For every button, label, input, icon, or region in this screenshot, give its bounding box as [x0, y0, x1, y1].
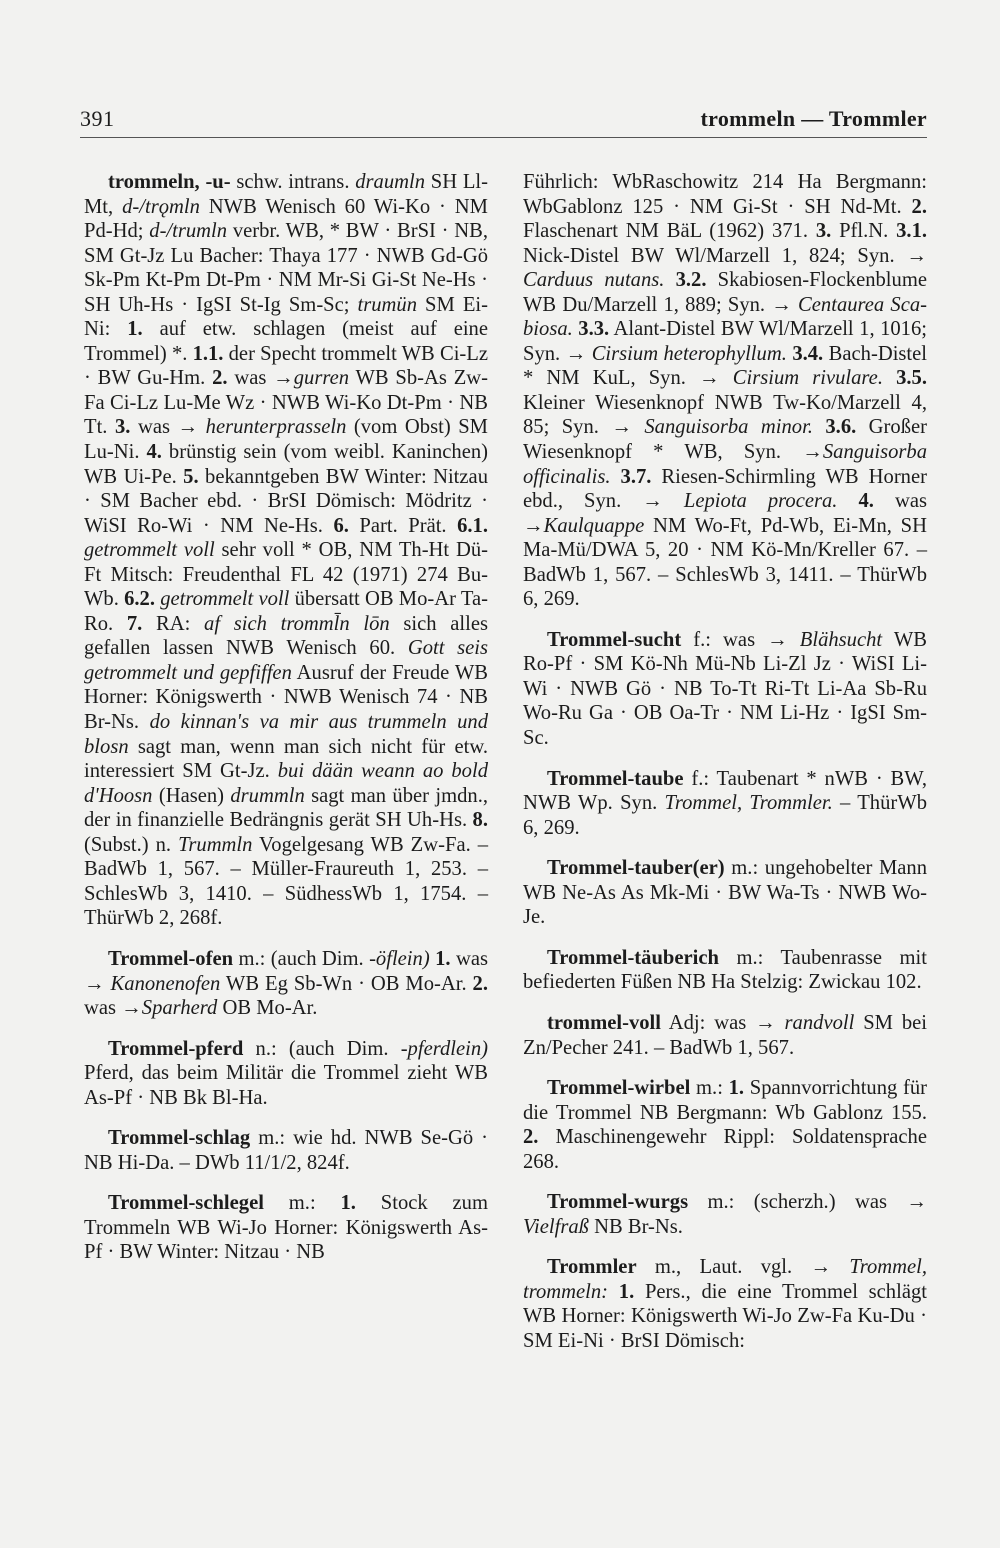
entry-text: OB Mo-Ar. [217, 997, 318, 1020]
dictionary-entry-trommel-tauber [523, 856, 927, 930]
dictionary-entry-trommel-schlegel-cont [523, 170, 927, 612]
italic-text: Trommel, Trommler. [664, 792, 833, 815]
entry-text: was → [84, 947, 488, 995]
dictionary-entry-trommel-wirbel [523, 1076, 927, 1174]
entry-text: Skabiosen-Flockenblume WB Du/Marzell 1, 889; Syn. → [523, 269, 927, 316]
entry-text: schw. intrans. [230, 171, 356, 193]
sense-number: 1. [618, 1280, 635, 1303]
dictionary-entry-trommel-pferd [84, 1037, 488, 1111]
entry-headword: Trommel-ofen [108, 947, 234, 970]
italic-text: Lepiota procera. [683, 490, 838, 513]
entry-text: WB Sb-As Zw-Fa Ci-Lz Lu-Me Wz · NWB Wi-Ko Dt-Pm · NB Tt. [84, 367, 489, 439]
dictionary-entry-trommel-schlag [84, 1126, 488, 1175]
italic-text: Sparherd [141, 997, 218, 1020]
entry-text: f.: was → [681, 628, 800, 651]
italic-text: Centaurea Scabiosa. [523, 293, 927, 341]
italic-text: herunterprasseln [205, 416, 347, 439]
entry-text: Ausruf der Freude WB Horner: Königswerth · NWB Wenisch 74 · NB Br-Ns. [84, 661, 488, 734]
italic-text: Gott seis getrommelt und gepfiffen [84, 637, 489, 684]
entry-text: Maschinengewehr Rippl: Soldatensprache 268. [523, 1126, 927, 1173]
entry-text: SH Ll-Mt, [84, 171, 489, 218]
entry-text: Pers., die eine Trommel schlägt WB Horner: Königswerth Wi-Jo Zw-Fa Ku-Du · SM Ei-Ni · BrSI Dömisch: [523, 1280, 927, 1352]
entry-text: SM Ei-Ni: [84, 293, 488, 341]
entry-headword: trommeln, -u- [108, 171, 231, 193]
sense-number: 2. [212, 367, 228, 390]
italic-text: draumln [355, 171, 426, 193]
sense-number: 2. [523, 1126, 539, 1149]
italic-text: Kaulquappe [543, 514, 645, 537]
entry-headword: Trommel-wirbel [547, 1077, 691, 1100]
entry-text [883, 367, 896, 389]
entry-headword: Trommel-taube [547, 767, 684, 790]
entry-text: bekanntgeben BW Winter: Nitzau · SM Bacher ebd. · BrSI Dömisch: Mödritz · WiSI Ro-Wi · NM Ne-Hs. [84, 465, 488, 537]
entry-text: m.: (scherzh.) was → [688, 1191, 927, 1214]
entry-text: übersatt OB Mo-Ar Ta-Ro. [84, 588, 488, 635]
sense-number: 2. [472, 972, 488, 995]
entry-text: m.: [263, 1192, 341, 1215]
entry-headword: Trommel-schlag [108, 1127, 251, 1150]
italic-text: Kanonenofen [110, 972, 221, 995]
sense-number: 4. [858, 490, 874, 513]
entry-text: was → [84, 997, 142, 1020]
italic-text: trumün [357, 293, 418, 316]
dictionary-entry-trommel-voll [523, 1011, 927, 1060]
sense-number: 3.6. [825, 416, 857, 439]
entry-text: Flaschenart NM BäL (1962) 371. [523, 220, 816, 243]
sense-number: 3.4. [792, 342, 824, 365]
entry-text: sich alles gefallen lassen NWB Wenisch 60. [84, 612, 488, 660]
page-number: 391 [80, 106, 115, 131]
sense-number: 7. [126, 612, 143, 635]
entry-text: was → [130, 416, 206, 439]
entry-text: brünstig sein (vom weibl. Kaninchen) WB Ui-Pe. [84, 441, 488, 488]
italic-text: d-/trǫmln [122, 195, 200, 218]
entry-headword: trommel-voll [547, 1011, 661, 1034]
dictionary-entry-trommel-sucht [523, 628, 927, 751]
entry-text: Nick-Distel BW Wl/Marzell 1, 824; Syn. → [523, 244, 927, 267]
sense-number: 3. [114, 416, 131, 439]
entry-text: n.: (auch Dim. [243, 1037, 401, 1060]
entry-text: m.: (auch Dim. [233, 947, 370, 970]
entry-text [837, 490, 858, 512]
dictionary-entry-trommel-schlegel [84, 1191, 488, 1265]
sense-number: 1. [127, 318, 143, 341]
dictionary-entry-trommel-taeuberich [523, 946, 927, 995]
entry-headword: Trommel-tauber(er) [547, 857, 725, 880]
sense-number: 3.7. [620, 465, 652, 488]
entry-text: Kleiner Wiesenknopf NWB Tw-Ko/Marzell 4, 85; Syn. → [523, 391, 927, 439]
page-header [80, 106, 927, 140]
dictionary-entry-trommel-taube [523, 767, 927, 841]
entry-text: was → [227, 367, 294, 390]
entry-text: WB Eg Sb-Wn · OB Mo-Ar. [220, 972, 473, 995]
italic-text: -pferdlein) [400, 1037, 488, 1060]
italic-text: Carduus nutans. [523, 269, 665, 292]
entry-text: sagt man, wenn man sich nicht für etw. interessiert SM Gt-Jz. [84, 735, 488, 783]
entry-text: Bach-Distel * NM KuL, Syn. → [523, 342, 928, 390]
sense-number: 5. [183, 465, 199, 488]
entry-headword: Trommel-täuberich [547, 946, 719, 969]
italic-text: getrommelt voll [160, 588, 290, 611]
entry-text [813, 416, 825, 438]
entry-text: Führlich: WbRaschowitz 214 Ha Bergmann: WbGablonz 125 · NM Gi-St · SH Nd-Mt. [523, 171, 927, 218]
dictionary-entry-trommler [523, 1255, 927, 1353]
italic-text: randvoll [784, 1011, 855, 1034]
sense-number: 3.3. [578, 318, 610, 341]
sense-number: 6. [333, 514, 349, 537]
entry-text: NWB Wenisch 60 Wi-Ko · NM Pd-Hd; [84, 195, 488, 243]
entry-text: Stock zum Trommeln WB Wi-Jo Horner: Königswerth As-Pf · BW Winter: Nitzau · NB [84, 1192, 488, 1264]
entry-text: NB Br-Ns. [588, 1215, 683, 1238]
entry-text: NM Wo-Ft, Pd-Wb, Ei-Mn, SH Ma-Mü/DWA 5, 20 · NM Kö-Mn/Kreller 67. – BadWb 1, 567. – SchlesWb 3, 1411. – ThürWb 6, 269. [523, 514, 927, 611]
entry-text: – ThürWb 6, 269. [523, 792, 927, 839]
entry-text: m.: Taubenrasse mit befiederten Füßen NB Ha Stelzig: Zwickau 102. [523, 946, 927, 994]
italic-text: af sich tromml̄n lōn [204, 612, 390, 635]
sense-number: 3.5. [896, 367, 927, 390]
italic-text: -öflein) [369, 947, 430, 970]
entry-text: RA: [142, 612, 205, 635]
entry-headword: Trommler [547, 1256, 637, 1279]
italic-text: Vielfraß [523, 1215, 589, 1238]
italic-text: Trummln [178, 833, 253, 856]
entry-text: SM bei Zn/Pecher 241. – BadWb 1, 567. [523, 1011, 927, 1059]
running-title: trommeln — Trommler [700, 106, 927, 131]
entry-text: Alant-Distel BW Wl/Marzell 1, 1016; Syn. → [523, 318, 927, 365]
entry-text: m.: wie hd. NWB Se-Gö · NB Hi-Da. – DWb 11/1/2, 824f. [84, 1127, 488, 1174]
entry-text: sagt man über jmdn., der in finanzielle Bedrängnis gerät SH Uh-Hs. [84, 784, 488, 832]
italic-text: Sanguisorba minor. [644, 416, 813, 439]
entry-headword: Trommel-wurgs [547, 1191, 689, 1214]
sense-number: 6.1. [457, 514, 488, 537]
entry-text: m.: ungehobelter Mann WB Ne-As As Mk-Mi · BW Wa-Ts · NWB Wo-Je. [523, 857, 927, 929]
entry-text: Vogelgesang WB Zw-Fa. – BadWb 1, 567. – Müller-Fraureuth 1, 253. – SchlesWb 3, 1410. – SüdhessWb 1, 1754. – ThürWb 2, 268f. [84, 833, 489, 930]
italic-text: Sanguisorba officinalis. [523, 441, 927, 488]
dictionary-entry-trommel-ofen [84, 947, 488, 1021]
sense-number: 3.1. [896, 220, 928, 243]
italic-text: Blähsucht [799, 628, 883, 651]
italic-text: gurren [293, 367, 350, 390]
sense-number: 1. [340, 1192, 356, 1215]
entry-text [664, 269, 675, 291]
entry-text: Adj: was → [661, 1011, 785, 1034]
entry-text: WB Ro-Pf · SM Kö-Nh Mü-Nb Li-Zl Jz · WiSI Li-Wi · NWB Gö · NB To-Tt Ri-Tt Li-Aa Sb-Ru Wo-Ru Ga · OB Oa-Tr · NM Li-Hz · IgSI Sm-Sc. [523, 628, 927, 750]
left-column [84, 170, 488, 1281]
entry-text: auf etw. schlagen (meist auf eine Trommel) *. [84, 318, 488, 365]
italic-text: d-/trumln [149, 220, 228, 243]
italic-text: Trommel, trommeln: [523, 1256, 927, 1303]
sense-number: 8. [472, 809, 488, 832]
entry-text: Großer Wiesenknopf * WB, Syn. → [523, 416, 927, 464]
sense-number: 3. [815, 220, 832, 243]
entry-text: (Hasen) [152, 784, 231, 807]
entry-text [611, 466, 621, 488]
entry-text: Pfl.N. [831, 220, 897, 243]
entry-text: m., Laut. vgl. → [636, 1256, 850, 1279]
entry-text: der Specht trommelt WB Ci-Lz · BW Gu-Hm. [84, 342, 488, 390]
entry-headword: Trommel-sucht [547, 628, 682, 651]
entry-text: Spannvorrichtung für die Trommel NB Bergmann: Wb Gablonz 155. [523, 1077, 927, 1124]
entry-text: was → [523, 490, 927, 537]
entry-text: f.: Taubenart * nWB · BW, NWB Wp. Syn. [523, 767, 927, 815]
dictionary-entry-trommel-wurgs [523, 1190, 927, 1239]
entry-text: (Subst.) n. [84, 833, 179, 856]
entry-text [608, 1281, 619, 1303]
entry-text: m.: [690, 1077, 729, 1100]
italic-text: Cirsium rivulare. [732, 367, 883, 390]
sense-number: 2. [911, 195, 927, 218]
entry-text: Pferd, das beim Militär die Trommel zieht WB As-Pf · NB Bk Bl-Ha. [84, 1062, 488, 1109]
italic-text: drummln [230, 784, 305, 807]
sense-number: 4. [146, 441, 162, 464]
entry-text: sehr voll * OB, NM Th-Ht Dü-Ft Mitsch: Freudenthal FL 42 (1971) 274 Bu-Wb. [84, 539, 488, 611]
italic-text: bui dään weann ao bold d'Hoosn [84, 760, 488, 807]
italic-text: do kinnan's va mir aus trummeln und blosn [84, 711, 488, 758]
sense-number: 6.2. [124, 588, 155, 611]
entry-text: Part. Prät. [348, 514, 458, 537]
entry-headword: Trommel-schlegel [108, 1192, 264, 1215]
header-rule [80, 137, 927, 138]
sense-number: 1.1. [192, 342, 224, 365]
sense-number: 1. [435, 947, 451, 970]
dictionary-entry-trommeln [84, 170, 488, 931]
italic-text: Cirsium heterophyllum. [591, 342, 787, 365]
right-column [523, 170, 927, 1370]
sense-number: 1. [728, 1077, 745, 1100]
sense-number: 3.2. [675, 269, 707, 292]
entry-text: Riesen-Schirmling WB Horner ebd., Syn. → [523, 465, 927, 513]
entry-headword: Trommel-pferd [108, 1037, 244, 1060]
entry-text: (vom Obst) SM Lu-Ni. [84, 416, 488, 464]
italic-text: getrommelt voll [84, 539, 215, 562]
entry-text: verbr. WB, * BW · BrSI · NB, SM Gt-Jz Lu Bacher: Thaya 177 · NWB Gd-Gö Sk-Pm Kt-Pm Dt-Pm · NM Mr-Si Gi-St Ne-Hs · SH Uh-Hs · IgSI St-Ig Sm-Sc; [84, 220, 488, 316]
